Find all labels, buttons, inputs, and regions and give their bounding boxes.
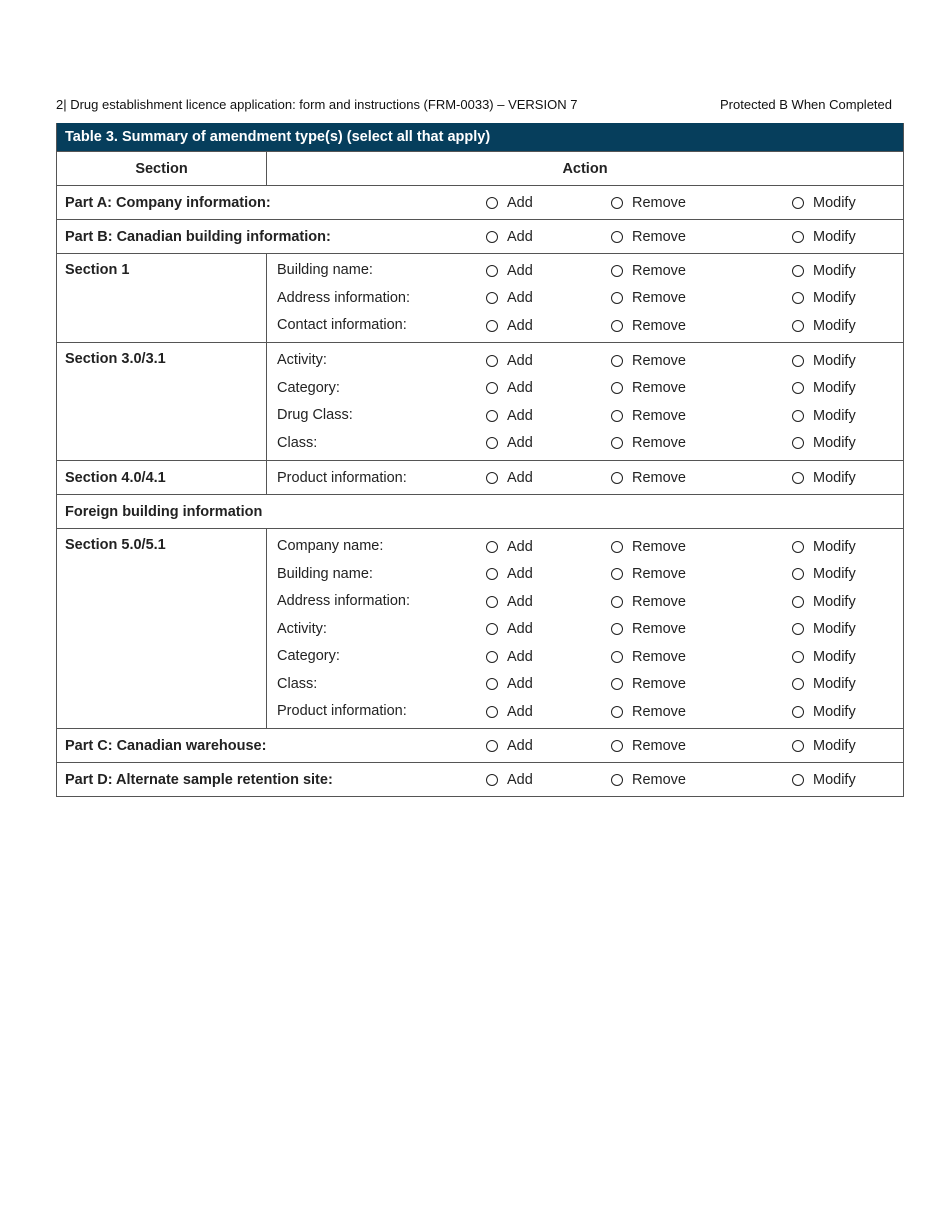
part-d-remove-option[interactable] bbox=[611, 763, 686, 796]
part-b-row bbox=[57, 219, 903, 253]
remove-option[interactable] bbox=[611, 671, 686, 699]
option-label: Add bbox=[507, 538, 533, 555]
option-label: Modify bbox=[813, 566, 856, 583]
row-label: Class: bbox=[277, 434, 318, 451]
remove-option[interactable] bbox=[611, 375, 686, 403]
protection-label: Protected B When Completed bbox=[720, 97, 892, 112]
part-a-row bbox=[57, 185, 903, 219]
radio-button-icon[interactable] bbox=[792, 678, 804, 690]
radio-button-icon[interactable] bbox=[486, 740, 498, 752]
add-option[interactable] bbox=[486, 698, 533, 726]
row-label: Category: bbox=[277, 648, 340, 664]
option-label: Remove bbox=[632, 407, 686, 424]
modify-option[interactable] bbox=[792, 312, 856, 340]
modify-option[interactable] bbox=[792, 671, 856, 699]
part-a-modify-option[interactable] bbox=[792, 186, 856, 219]
radio-button-icon[interactable] bbox=[611, 651, 623, 663]
option-label: Remove bbox=[632, 737, 686, 754]
radio-button-icon[interactable] bbox=[611, 382, 623, 394]
table-row bbox=[57, 588, 903, 616]
action-column-header: Action bbox=[562, 161, 608, 177]
row-label: Address information: bbox=[277, 593, 410, 609]
part-d-add-option[interactable] bbox=[486, 763, 533, 796]
section-3-group bbox=[57, 342, 903, 460]
option-label: Add bbox=[507, 621, 533, 638]
add-option[interactable] bbox=[486, 347, 533, 375]
radio-button-icon[interactable] bbox=[792, 706, 804, 718]
table-row bbox=[57, 285, 903, 313]
radio-button-icon[interactable] bbox=[792, 541, 804, 553]
modify-option[interactable] bbox=[792, 616, 856, 644]
option-label: Add bbox=[507, 380, 533, 397]
part-d-label: Part D: Alternate sample retention site: bbox=[65, 772, 333, 788]
radio-button-icon[interactable] bbox=[792, 774, 804, 786]
radio-button-icon[interactable] bbox=[611, 541, 623, 553]
radio-button-icon[interactable] bbox=[486, 678, 498, 690]
part-a-add-option[interactable] bbox=[486, 186, 533, 219]
option-label: Remove bbox=[632, 538, 686, 555]
radio-button-icon[interactable] bbox=[486, 320, 498, 332]
modify-option[interactable] bbox=[792, 643, 856, 671]
radio-button-icon[interactable] bbox=[611, 740, 623, 752]
option-label: Modify bbox=[813, 407, 856, 424]
radio-button-icon[interactable] bbox=[486, 541, 498, 553]
radio-button-icon[interactable] bbox=[792, 320, 804, 332]
option-label: Modify bbox=[813, 538, 856, 555]
row-label: Contact information: bbox=[277, 317, 407, 333]
option-label: Remove bbox=[632, 469, 686, 486]
modify-option[interactable] bbox=[792, 461, 856, 494]
radio-button-icon[interactable] bbox=[611, 292, 623, 304]
table-row bbox=[57, 561, 903, 589]
section-5-group bbox=[57, 528, 903, 728]
table-title: Table 3. Summary of amendment type(s) (select all that apply) bbox=[57, 123, 903, 151]
option-label: Add bbox=[507, 262, 533, 279]
radio-button-icon[interactable] bbox=[792, 231, 804, 243]
add-option[interactable] bbox=[486, 616, 533, 644]
table-row bbox=[57, 402, 903, 430]
part-c-add-option[interactable] bbox=[486, 729, 533, 762]
radio-button-icon[interactable] bbox=[611, 355, 623, 367]
section-3-label: Section 3.0/3.1 bbox=[65, 351, 166, 367]
section-1-label: Section 1 bbox=[65, 262, 130, 278]
remove-option[interactable] bbox=[611, 616, 686, 644]
modify-option[interactable] bbox=[792, 375, 856, 403]
radio-button-icon[interactable] bbox=[486, 437, 498, 449]
part-d-modify-option[interactable] bbox=[792, 763, 856, 796]
option-label: Add bbox=[507, 771, 533, 788]
add-option[interactable] bbox=[486, 430, 533, 458]
row-label: Category: bbox=[277, 379, 340, 396]
radio-button-icon[interactable] bbox=[611, 706, 623, 718]
radio-button-icon[interactable] bbox=[611, 596, 623, 608]
radio-button-icon[interactable] bbox=[486, 292, 498, 304]
radio-button-icon[interactable] bbox=[611, 623, 623, 635]
table-row bbox=[57, 698, 903, 726]
option-label: Add bbox=[507, 566, 533, 583]
option-label: Add bbox=[507, 352, 533, 369]
radio-button-icon[interactable] bbox=[611, 437, 623, 449]
foreign-building-row bbox=[57, 494, 903, 528]
radio-button-icon[interactable] bbox=[611, 472, 623, 484]
radio-button-icon[interactable] bbox=[486, 472, 498, 484]
add-option[interactable] bbox=[486, 402, 533, 430]
part-c-label: Part C: Canadian warehouse: bbox=[65, 738, 267, 754]
table-row bbox=[57, 347, 903, 375]
table-row bbox=[57, 643, 903, 671]
modify-option[interactable] bbox=[792, 561, 856, 589]
page-header bbox=[56, 97, 892, 115]
option-label: Remove bbox=[632, 703, 686, 720]
add-option[interactable] bbox=[486, 461, 533, 494]
radio-button-icon[interactable] bbox=[792, 596, 804, 608]
option-label: Modify bbox=[813, 194, 856, 211]
add-option[interactable] bbox=[486, 643, 533, 671]
option-label: Remove bbox=[632, 435, 686, 452]
option-label: Modify bbox=[813, 290, 856, 307]
section-4-label: Section 4.0/4.1 bbox=[65, 470, 166, 486]
option-label: Modify bbox=[813, 771, 856, 788]
part-b-label: Part B: Canadian building information: bbox=[65, 229, 331, 245]
radio-button-icon[interactable] bbox=[486, 623, 498, 635]
radio-button-icon[interactable] bbox=[486, 774, 498, 786]
radio-button-icon[interactable] bbox=[611, 231, 623, 243]
option-label: Remove bbox=[632, 380, 686, 397]
radio-button-icon[interactable] bbox=[486, 410, 498, 422]
option-label: Remove bbox=[632, 194, 686, 211]
option-label: Add bbox=[507, 435, 533, 452]
option-label: Modify bbox=[813, 737, 856, 754]
section-column-header: Section bbox=[57, 152, 267, 186]
option-label: Modify bbox=[813, 317, 856, 334]
radio-button-icon[interactable] bbox=[611, 774, 623, 786]
option-label: Modify bbox=[813, 621, 856, 638]
option-label: Add bbox=[507, 676, 533, 693]
option-label: Remove bbox=[632, 621, 686, 638]
radio-button-icon[interactable] bbox=[486, 568, 498, 580]
option-label: Add bbox=[507, 407, 533, 424]
part-d-row bbox=[57, 762, 903, 796]
option-label: Remove bbox=[632, 228, 686, 245]
option-label: Modify bbox=[813, 676, 856, 693]
radio-button-icon[interactable] bbox=[486, 265, 498, 277]
option-label: Modify bbox=[813, 469, 856, 486]
option-label: Modify bbox=[813, 380, 856, 397]
radio-button-icon[interactable] bbox=[792, 265, 804, 277]
radio-button-icon[interactable] bbox=[792, 197, 804, 209]
radio-button-icon[interactable] bbox=[611, 320, 623, 332]
option-label: Remove bbox=[632, 676, 686, 693]
radio-button-icon[interactable] bbox=[792, 437, 804, 449]
add-option[interactable] bbox=[486, 257, 533, 285]
modify-option[interactable] bbox=[792, 588, 856, 616]
option-label: Remove bbox=[632, 771, 686, 788]
radio-button-icon[interactable] bbox=[611, 265, 623, 277]
radio-button-icon[interactable] bbox=[486, 706, 498, 718]
row-label: Building name: bbox=[277, 262, 373, 278]
remove-option[interactable] bbox=[611, 430, 686, 458]
option-label: Add bbox=[507, 703, 533, 720]
remove-option[interactable] bbox=[611, 285, 686, 313]
add-option[interactable] bbox=[486, 533, 533, 561]
remove-option[interactable] bbox=[611, 561, 686, 589]
radio-button-icon[interactable] bbox=[486, 651, 498, 663]
section-4-row bbox=[57, 460, 903, 494]
radio-button-icon[interactable] bbox=[611, 678, 623, 690]
add-option[interactable] bbox=[486, 671, 533, 699]
amendment-table bbox=[56, 123, 904, 797]
radio-button-icon[interactable] bbox=[792, 382, 804, 394]
option-label: Remove bbox=[632, 262, 686, 279]
option-label: Remove bbox=[632, 566, 686, 583]
option-label: Modify bbox=[813, 435, 856, 452]
table-row bbox=[57, 257, 903, 285]
row-label: Activity: bbox=[277, 620, 327, 637]
foreign-building-label: Foreign building information bbox=[65, 504, 263, 520]
row-label: Building name: bbox=[277, 565, 373, 582]
modify-option[interactable] bbox=[792, 430, 856, 458]
option-label: Remove bbox=[632, 317, 686, 334]
row-label: Product information: bbox=[277, 703, 407, 719]
page-title: 2| Drug establishment licence application: form and instructions (FRM-0033) – VERSION 7 bbox=[56, 97, 578, 112]
column-header-row bbox=[57, 151, 903, 185]
radio-button-icon[interactable] bbox=[792, 355, 804, 367]
option-label: Remove bbox=[632, 593, 686, 610]
remove-option[interactable] bbox=[611, 402, 686, 430]
row-label: Activity: bbox=[277, 352, 327, 368]
part-b-modify-option[interactable] bbox=[792, 220, 856, 253]
option-label: Remove bbox=[632, 648, 686, 665]
add-option[interactable] bbox=[486, 588, 533, 616]
radio-button-icon[interactable] bbox=[792, 651, 804, 663]
option-label: Modify bbox=[813, 352, 856, 369]
option-label: Add bbox=[507, 469, 533, 486]
radio-button-icon[interactable] bbox=[486, 355, 498, 367]
option-label: Modify bbox=[813, 228, 856, 245]
option-label: Modify bbox=[813, 262, 856, 279]
remove-option[interactable] bbox=[611, 312, 686, 340]
modify-option[interactable] bbox=[792, 402, 856, 430]
option-label: Add bbox=[507, 593, 533, 610]
section-5-label: Section 5.0/5.1 bbox=[65, 537, 166, 553]
table-row bbox=[57, 375, 903, 403]
table-row bbox=[57, 533, 903, 561]
row-label: Drug Class: bbox=[277, 407, 353, 423]
radio-button-icon[interactable] bbox=[611, 197, 623, 209]
option-label: Add bbox=[507, 737, 533, 754]
option-label: Remove bbox=[632, 352, 686, 369]
modify-option[interactable] bbox=[792, 257, 856, 285]
remove-option[interactable] bbox=[611, 698, 686, 726]
radio-button-icon[interactable] bbox=[486, 197, 498, 209]
part-a-remove-option[interactable] bbox=[611, 186, 686, 219]
table-row bbox=[57, 312, 903, 340]
row-label: Class: bbox=[277, 675, 318, 692]
part-a-label: Part A: Company information: bbox=[65, 195, 271, 211]
part-b-add-option[interactable] bbox=[486, 220, 533, 253]
table-row bbox=[57, 671, 903, 699]
radio-button-icon[interactable] bbox=[486, 596, 498, 608]
radio-button-icon[interactable] bbox=[792, 472, 804, 484]
option-label: Modify bbox=[813, 648, 856, 665]
option-label: Modify bbox=[813, 703, 856, 720]
radio-button-icon[interactable] bbox=[792, 410, 804, 422]
remove-option[interactable] bbox=[611, 588, 686, 616]
add-option[interactable] bbox=[486, 285, 533, 313]
option-label: Remove bbox=[632, 290, 686, 307]
row-label: Product information: bbox=[277, 470, 407, 486]
part-c-row bbox=[57, 728, 903, 762]
remove-option[interactable] bbox=[611, 257, 686, 285]
add-option[interactable] bbox=[486, 561, 533, 589]
modify-option[interactable] bbox=[792, 533, 856, 561]
part-b-remove-option[interactable] bbox=[611, 220, 686, 253]
option-label: Modify bbox=[813, 593, 856, 610]
option-label: Add bbox=[507, 648, 533, 665]
radio-button-icon[interactable] bbox=[792, 623, 804, 635]
add-option[interactable] bbox=[486, 312, 533, 340]
radio-button-icon[interactable] bbox=[792, 740, 804, 752]
option-label: Add bbox=[507, 317, 533, 334]
table-row bbox=[57, 430, 903, 458]
remove-option[interactable] bbox=[611, 643, 686, 671]
radio-button-icon[interactable] bbox=[611, 568, 623, 580]
row-label: Address information: bbox=[277, 289, 410, 306]
table-row bbox=[57, 616, 903, 644]
section-1-group bbox=[57, 253, 903, 342]
modify-option[interactable] bbox=[792, 347, 856, 375]
modify-option[interactable] bbox=[792, 285, 856, 313]
option-label: Add bbox=[507, 290, 533, 307]
part-c-modify-option[interactable] bbox=[792, 729, 856, 762]
row-label: Company name: bbox=[277, 538, 384, 554]
remove-option[interactable] bbox=[611, 533, 686, 561]
remove-option[interactable] bbox=[611, 347, 686, 375]
radio-button-icon[interactable] bbox=[486, 231, 498, 243]
option-label: Add bbox=[507, 194, 533, 211]
remove-option[interactable] bbox=[611, 461, 686, 494]
radio-button-icon[interactable] bbox=[486, 382, 498, 394]
add-option[interactable] bbox=[486, 375, 533, 403]
radio-button-icon[interactable] bbox=[792, 568, 804, 580]
part-c-remove-option[interactable] bbox=[611, 729, 686, 762]
radio-button-icon[interactable] bbox=[611, 410, 623, 422]
option-label: Add bbox=[507, 228, 533, 245]
modify-option[interactable] bbox=[792, 698, 856, 726]
radio-button-icon[interactable] bbox=[792, 292, 804, 304]
